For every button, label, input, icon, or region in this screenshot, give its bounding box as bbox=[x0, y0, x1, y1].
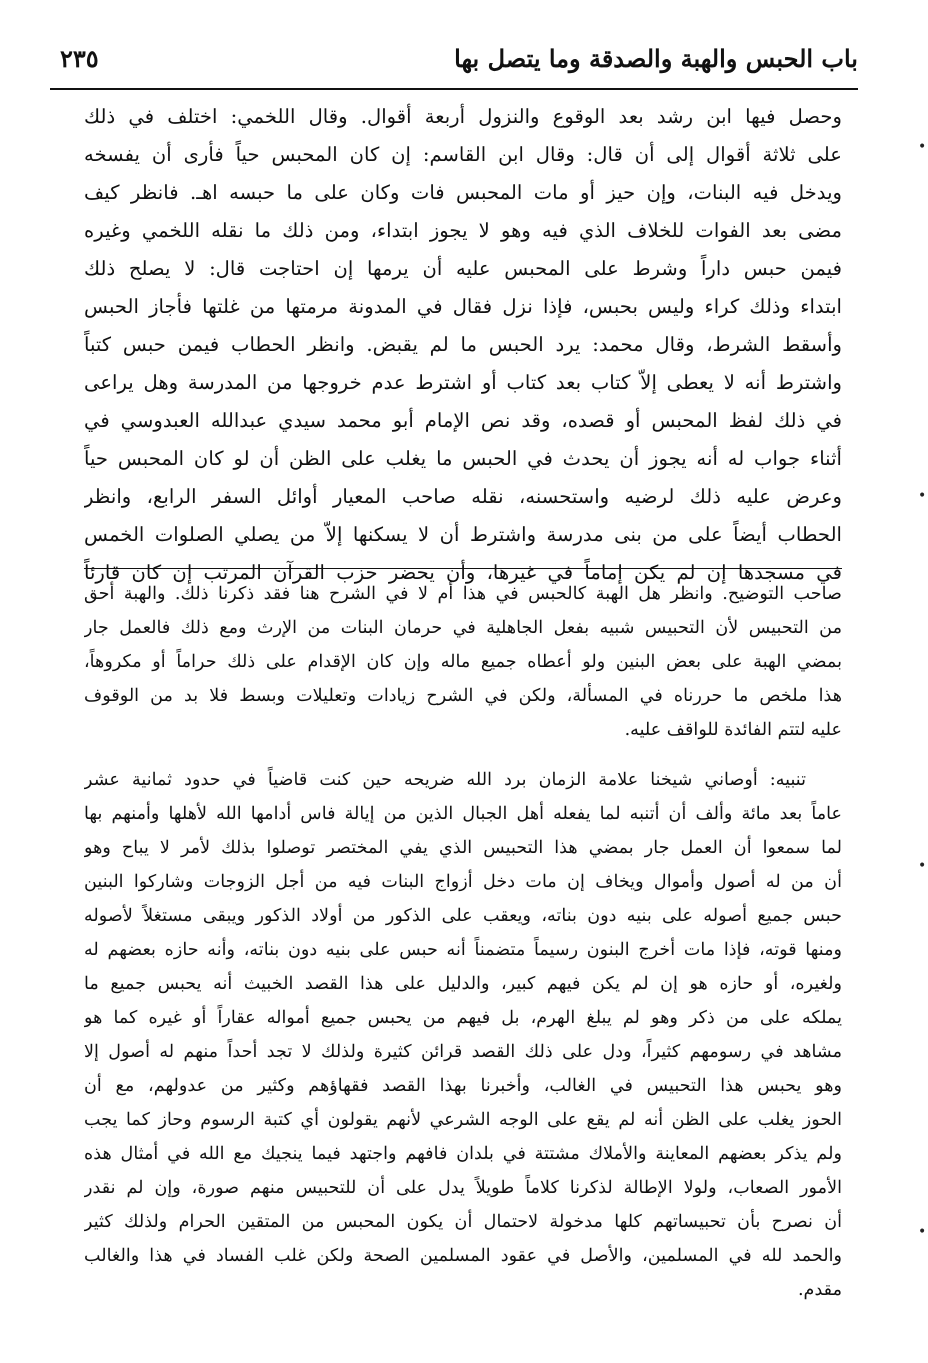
note-line: صاحب التوضيح. وانظر هل الهبة كالحبس في هذا أم لا في الشرح هنا فقد ذكرنا ذلك. والهبة أحق bbox=[84, 584, 842, 604]
footnote-tanbih bbox=[84, 763, 842, 1307]
text-line: أثناء جواب له أنه يجوز أن يحدث في الحبس ما يغلب على الظن أن لو كان المحبس حياً bbox=[84, 447, 842, 470]
footnote-continuation bbox=[84, 577, 842, 747]
text-line: وحصل فيها ابن رشد بعد الوقوع والنزول أربعة أقوال. وقال اللخمي: اختلف في ذلك bbox=[84, 105, 842, 128]
note-line: ومنها قوته، فإذا مات أخرج البنون رسيماً متضمناً أنه حبس على بنيه دون بناته، وأنه حازه بعضهم له bbox=[84, 940, 842, 960]
margin-mark: • bbox=[918, 1224, 927, 1240]
text-line: ويدخل فيه البنات، وإن حيز أو مات المحبس فات وكان على ما حبسه اهـ. فانظر كيف bbox=[84, 181, 842, 204]
note-line: والحمد لله في المسلمين، والأصل في عقود المسلمين الصحة ولكن غلب الفساد في هذا والغالب bbox=[84, 1246, 842, 1266]
note-line: بمضي الهبة على بعض البنين ولو أعطاه جميع ماله وإن كان الإقدام على ذلك حراماً أو مكروهاً، bbox=[84, 652, 842, 672]
margin-mark: • bbox=[918, 139, 927, 155]
note-line: أن من له أصول وأموال ويخاف إن مات دخل أزواج البنات فيه من أجل الزوجات وشاركوا البنين bbox=[84, 872, 842, 892]
note-line: من التحبيس لأن التحبيس شبيه بفعل الجاهلية في حرمان البنات من الإرث ومع ذلك فالعمل جار bbox=[84, 618, 842, 638]
margin-mark: • bbox=[918, 488, 927, 504]
note-line: وهو يحبس هذا التحبيس في الغالب، وأخبرنا بهذا القصد فقهاؤهم وكثير من عدولهم، مع أن bbox=[84, 1076, 842, 1096]
text-line: واشترط أنه لا يعطى إلاّ كتاب بعد كتاب أو اشترط عدم خروجها من المدرسة وهل يراعى bbox=[84, 371, 842, 394]
note-line: ولغيره، أو حازه هو إن لم يكن فيهم كبير، والدليل على هذا القصد الخبيث أنه يحبس جميع ما bbox=[84, 974, 842, 994]
note-line: عاماً بعد مائة وألف أن أتنبه لما يفعله أهل الجبال الذين من إيالة فاس أدامها الله لأهلها وأمنهم بها bbox=[84, 804, 842, 824]
text-line: فيمن حبس داراً وشرط على المحبس عليه أن يرمها إن احتاجت قال: لا يصلح ذلك bbox=[84, 257, 842, 280]
page-number: ٢٣٥ bbox=[60, 44, 99, 73]
main-text bbox=[84, 98, 842, 592]
running-header bbox=[50, 40, 858, 90]
text-line: مضى بعد الفوات للخلاف الذي فيه وهو لا يجوز ابتداء، ومن ذلك ما نقله اللخمي وغيره bbox=[84, 219, 842, 242]
note-line: ولم يذكر بعضهم المعاينة والأملاك مشتتة في بلدان فافهم واجتهد فيما ينجيك مع الله في أمثال هذه bbox=[84, 1144, 842, 1164]
text-line: وأسقط الشرط، وقال محمد: يرد الحبس ما لم يقبض. وانظر الحطاب فيمن حبس كتباً bbox=[84, 333, 842, 356]
note-line: يملكه على من ذكر وهو لم يبلغ الهرم، بل فيهم من يحبس جميع أمواله عقاراً أو غيره كما هو bbox=[84, 1008, 842, 1028]
note-line: هذا ملخص ما حررناه في المسألة، ولكن في الشرح زيادات وتعليلات وبسط فلا بد من الوقوف bbox=[84, 686, 842, 706]
text-line: على ثلاثة أقوال إلى أن قال: وقال ابن القاسم: إن كان المحبس حياً فأرى أن يفسخه bbox=[84, 143, 842, 166]
note-line: مقدم. bbox=[797, 1280, 842, 1300]
note-line: حبس جميع أصوله على بنيه دون بناته، ويعقب على الذكور من أولاد الذكور ويبقى مستغلاً لأصوله bbox=[84, 906, 842, 926]
chapter-title: باب الحبس والهبة والصدقة وما يتصل بها bbox=[454, 44, 858, 73]
note-line: الحوز يغلب على الظن أنه لم يقع على الوجه الشرعي لأنهم يقولون أي كتبة الرسوم وحاز كما يجب bbox=[84, 1110, 842, 1130]
note-line: عليه لتتم الفائدة للواقف عليه. bbox=[624, 720, 842, 740]
note-line: مشاهد في رسومهم كثيراً، ودل على ذلك القصد قرائن كثيرة ولذلك لا تجد أحداً منهم له أصول إلا bbox=[84, 1042, 842, 1062]
text-line: في مسجدها إن لم يكن إماماً في غيرها، وأن يحضر حزب القرآن المرتب إن كان قارئاً bbox=[84, 561, 842, 584]
margin-mark: • bbox=[918, 858, 927, 874]
note-line: لما سمعوا أن العمل جار بمضي هذا التحبيس الذي يفي المختصر توصلوا بذلك لأمر لا يباح وهو bbox=[84, 838, 842, 858]
text-line: وعرض عليه ذلك لرضيه واستحسنه، نقله صاحب المعيار أوائل السفر الرابع، وانظر bbox=[84, 485, 842, 508]
note-line: أن نصرح بأن تحبيساتهم كلها مدخولة لاحتمال أن يكون المحبس من المتقين الحرام ولذلك كثير bbox=[84, 1212, 842, 1232]
note-line: الأمور الصعاب، ولولا الإطالة لذكرنا كلاماً طويلاً يدل على أن للتحبيس منهم صورة، وإن لم نقدر bbox=[84, 1178, 842, 1198]
text-line: الحطاب أيضاً على من بنى مدرسة واشترط أن لا يسكنها إلاّ من يصلي الصلوات الخمس bbox=[84, 523, 842, 546]
text-line: في ذلك لفظ المحبس أو قصده، وقد نص الإمام أبو محمد سيدي عبدالله العبدوسي في bbox=[84, 409, 842, 432]
footnote-divider bbox=[84, 568, 842, 569]
note-line: تنبيه: أوصاني شيخنا علامة الزمان برد الله ضريحه حين كنت قاضياً في حدود ثمانية عشر bbox=[84, 770, 806, 790]
text-line: ابتداء وذلك كراء وليس بحبس، فإذا نزل فقال في المدونة مرمتها من غلتها فأجاز الحبس bbox=[84, 295, 842, 318]
